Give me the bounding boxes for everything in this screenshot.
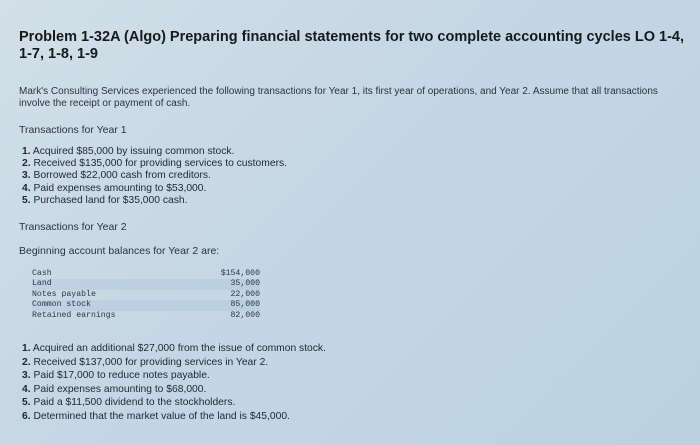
list-item [22, 369, 326, 383]
problem-intro: Mark's Consulting Services experienced the following transactions for Year 1, its first year of operations, and Year 2. Assume that all transactions involve the receipt or payment of cash. [19, 86, 658, 109]
account-name: Cash [32, 269, 52, 278]
account-amount: 35,000 [230, 279, 260, 289]
year2-transactions [22, 342, 326, 424]
item-number: 4. [22, 383, 31, 395]
item-text: Paid expenses amounting to $53,000. [33, 182, 207, 194]
table-row [32, 311, 260, 321]
list-item [22, 195, 287, 207]
item-text: Received $137,000 for providing services in Year 2. [33, 356, 269, 368]
account-name: Retained earnings [32, 310, 116, 320]
item-text: Paid $17,000 to reduce notes payable. [33, 370, 210, 382]
account-name: Common stock [32, 300, 91, 310]
item-number: 5. [22, 397, 31, 409]
list-item [22, 170, 287, 182]
item-number: 5. [22, 194, 31, 206]
table-row [32, 269, 260, 279]
beginning-balances-table [32, 269, 260, 321]
table-row [32, 300, 260, 310]
account-name: Land [32, 279, 52, 289]
list-item [22, 383, 326, 397]
year1-transactions [22, 146, 287, 207]
account-name: Notes payable [32, 289, 96, 299]
item-text: Paid expenses amounting to $68,000. [33, 383, 207, 395]
list-item [22, 183, 287, 195]
list-item [22, 410, 326, 424]
item-text: Received $135,000 for providing services to customers. [33, 158, 288, 170]
balances-heading: Beginning account balances for Year 2 are: [19, 245, 220, 257]
table-row [32, 290, 260, 300]
item-number: 2. [22, 356, 31, 368]
account-amount: 82,000 [230, 310, 260, 320]
list-item [22, 146, 287, 158]
item-number: 1. [22, 146, 31, 157]
item-text: Acquired an additional $27,000 from the issue of common stock. [32, 343, 326, 354]
item-text: Paid a $11,500 dividend to the stockholders. [33, 397, 236, 409]
problem-title: Problem 1-32A (Algo) Preparing financial statements for two complete accounting cycles LO 1-4, 1-7, 1-8, 1-9 [19, 29, 685, 62]
item-number: 4. [22, 182, 31, 194]
item-number: 1. [22, 343, 31, 354]
item-number: 3. [22, 370, 31, 382]
item-number: 6. [22, 410, 31, 422]
table-row [32, 279, 260, 289]
item-number: 2. [22, 158, 31, 170]
item-number: 3. [22, 170, 31, 182]
year1-heading: Transactions for Year 1 [19, 124, 127, 136]
list-item [22, 356, 326, 370]
list-item [22, 158, 287, 170]
account-amount: $154,000 [220, 269, 260, 278]
list-item [22, 396, 326, 410]
item-text: Purchased land for $35,000 cash. [33, 194, 188, 206]
item-text: Determined that the market value of the land is $45,000. [33, 410, 290, 422]
account-amount: 22,000 [230, 289, 260, 299]
account-amount: 85,000 [230, 300, 260, 310]
year2-heading: Transactions for Year 2 [19, 221, 127, 233]
list-item [22, 342, 326, 356]
item-text: Acquired $85,000 by issuing common stock. [32, 146, 235, 157]
item-text: Borrowed $22,000 cash from creditors. [33, 170, 211, 182]
